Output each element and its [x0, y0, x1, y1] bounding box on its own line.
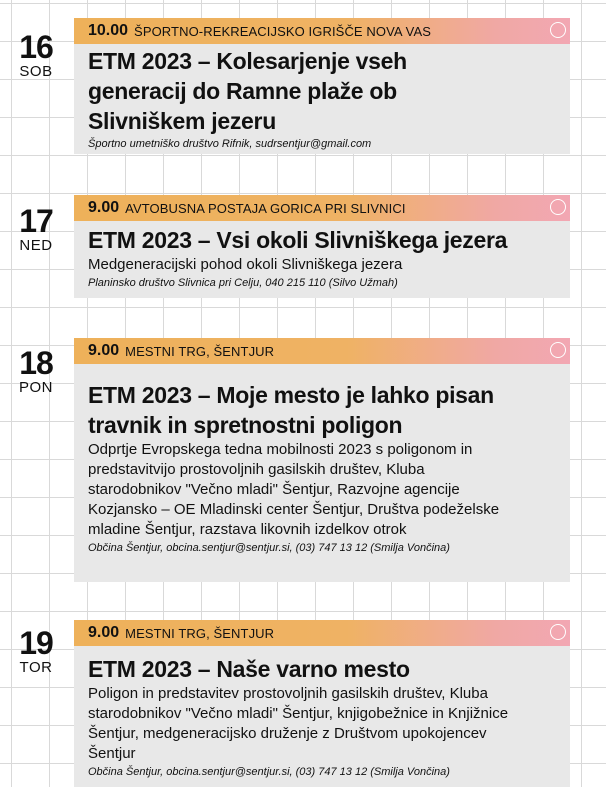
circle-icon [550, 22, 566, 38]
event-date [4, 204, 68, 254]
event-time: 10.00 [88, 22, 129, 39]
event-title: ETM 2023 – Moje mesto je lahko pisan travnik in spretnostni poligon [88, 382, 494, 438]
event-time: 9.00 [88, 199, 120, 216]
weekday-label: NED [19, 237, 53, 254]
day-number: 17 [19, 203, 53, 239]
event-organizer: Občina Šentjur, obcina.sentjur@sentjur.si, (03) 747 13 12 (Smilja Vončina) [88, 766, 450, 778]
circle-icon [550, 624, 566, 640]
event-date [4, 626, 68, 676]
event-time-bar [74, 18, 570, 44]
event-title: ETM 2023 – Kolesarjenje vseh generacij do Ramne plaže ob Slivniškem jezeru [88, 48, 407, 134]
event-description: Medgeneracijski pohod okoli Slivniškega jezera [88, 256, 403, 273]
event-date [4, 346, 68, 396]
event-organizer: Športno umetniško društvo Rifnik, sudrsentjur@gmail.com [88, 138, 372, 150]
event-organizer: Planinsko društvo Slivnica pri Celju, 040 215 110 (Silvo Užmah) [88, 277, 398, 289]
day-number: 18 [19, 345, 53, 381]
event-title: ETM 2023 – Naše varno mesto [88, 656, 410, 682]
event-card [74, 620, 570, 787]
event-location: ŠPORTNO-REKREACIJSKO IGRIŠČE NOVA VAS [134, 23, 432, 39]
event-body [74, 646, 570, 786]
day-number: 16 [19, 29, 53, 65]
weekday-label: TOR [19, 659, 53, 676]
circle-icon [550, 342, 566, 358]
event-location: AVTOBUSNA POSTAJA GORICA PRI SLIVNICI [125, 200, 406, 216]
event-body [74, 364, 570, 562]
event-location: MESTNI TRG, ŠENTJUR [125, 343, 275, 359]
event-time: 9.00 [88, 342, 120, 359]
circle-icon [550, 199, 566, 215]
event-card [74, 18, 570, 154]
event-body [74, 44, 570, 158]
event-date [4, 30, 68, 80]
event-time-bar [74, 620, 570, 646]
event-description: Odprtje Evropskega tedna mobilnosti 2023 s poligonom in predstavitvijo prostovoljnih gasilskih društev, Kluba starodobnikov "Večno mladi" Šentjur, Razvojne agencije Kozjansko – OE Mladinski center Šentjur, Društva podeželske mladine Šentjur, razstava likovnih izdelkov otrok [88, 441, 500, 538]
event-card [74, 338, 570, 582]
event-body [74, 221, 570, 297]
event-time: 9.00 [88, 624, 120, 641]
event-card [74, 195, 570, 298]
weekday-label: PON [18, 379, 53, 396]
event-time-bar [74, 338, 570, 364]
event-title: ETM 2023 – Vsi okoli Slivniškega jezera [88, 227, 508, 253]
event-time-bar [74, 195, 570, 221]
event-organizer: Občina Šentjur, obcina.sentjur@sentjur.si, (03) 747 13 12 (Smilja Vončina) [88, 542, 450, 554]
event-description: Poligon in predstavitev prostovoljnih gasilskih društev, Kluba starodobnikov "Večno mladi" Šentjur, knjigobežnice in Knjižnice Šentjur, medgeneracijsko druženje z Društvom upokojencev Šentjur [88, 685, 509, 762]
event-location: MESTNI TRG, ŠENTJUR [125, 625, 275, 641]
day-number: 19 [19, 625, 53, 661]
weekday-label: SOB [19, 63, 53, 80]
